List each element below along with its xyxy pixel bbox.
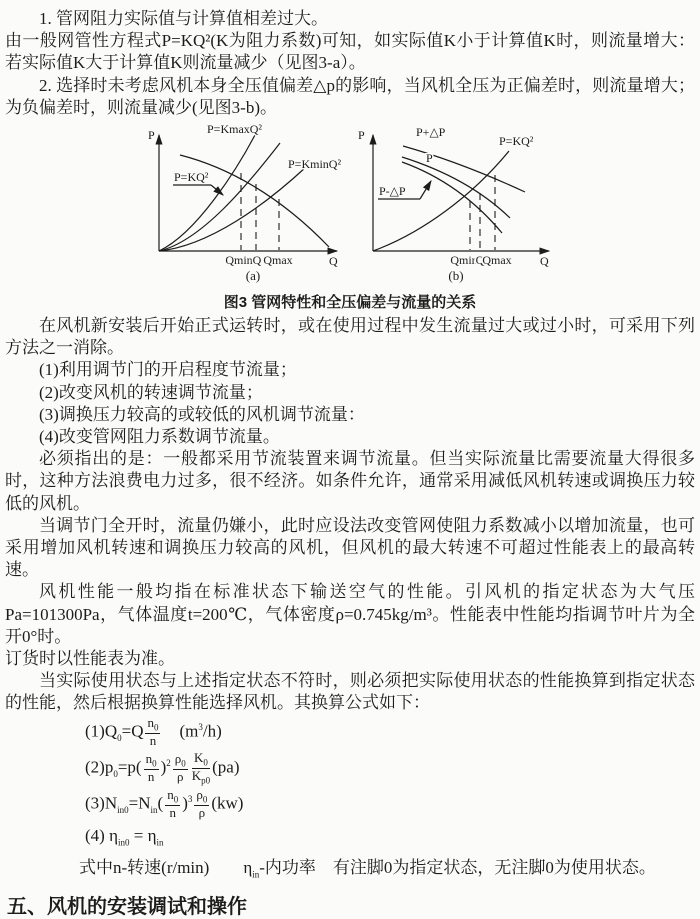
- axis-label-p: P: [148, 128, 155, 143]
- fraction: $\frac{\rho_0}{\rho}$: [174, 751, 186, 785]
- p-minus-curve-label: P-△P: [379, 184, 406, 199]
- p-curve-label: P: [426, 151, 433, 166]
- kmax-curve-label: P=KmaxQ²: [207, 122, 263, 137]
- qmax-tick-label: Qmax: [263, 253, 293, 268]
- formula-note: 式中n-转速(r/min) $\eta_{in}-$内功率 有注脚0为指定状态，无注脚0为使用状态。: [79, 858, 656, 880]
- formula-line-3: $(3)N_{in0}=N_{in}$( $\frac{n_0}{n}$ )$^3$ $\frac{\rho_0}{\rho}$ (kw): [85, 787, 244, 821]
- qmin-tick-label: Qmin: [225, 253, 253, 268]
- axis-label-p: P: [358, 128, 365, 143]
- p-plus-curve-label: P+△P: [416, 125, 446, 140]
- body-paragraphs: [5, 315, 695, 715]
- paragraph: (1)利用调节门的开启程度节流量；: [39, 360, 297, 380]
- curve-diagram-b: [352, 121, 567, 289]
- paragraph: 2. 选择时未考虑风机本身全压值偏差△p的影响，当风机全压为正偏差时，则流量增大；为负偏差时，则流量减少(见图3-b)。: [5, 75, 695, 117]
- fraction: $\frac{\rho_0}{\rho}$: [196, 787, 208, 821]
- p-curve: [402, 157, 510, 218]
- qmax-tick-label: Qmax: [482, 253, 512, 268]
- formula-line-1: $(1)Q_0=Q$ $\frac{n_0}{n}$ $(m^3/h)$: [85, 715, 222, 748]
- kmin-curve-label: P=KminQ²: [288, 157, 342, 172]
- paragraph: 风机性能一般均指在标准状态下输送空气的性能。引风机的指定状态为大气压Pa=101300Pa，气体温度t=200℃，气体密度ρ=0.745kg/m³。性能表中性能均指调节叶片为全开0°时。: [5, 582, 695, 646]
- paragraph: 1. 管网阻力实际值与计算值相差过大。: [39, 9, 328, 28]
- formula-block: [85, 715, 695, 856]
- curve-diagram-a: [147, 121, 352, 289]
- k-curve-label: P=KQ²: [499, 134, 534, 149]
- fraction: $\frac{n_0}{n}$: [167, 787, 179, 821]
- paragraph: 当调节门全开时，流量仍嫌小，此时应设法改变管网使阻力系数减小以增加流量，也可采用增加风机转速和调换压力较高的风机，但风机的最大转速不可超过性能表上的最高转速。: [5, 515, 695, 580]
- subfigure-tag-b: (b): [448, 268, 464, 284]
- section-heading: 五、风机的安装调试和操作: [7, 895, 247, 918]
- paragraph: (3)调换压力较高的或较低的风机调节流量：: [39, 404, 365, 424]
- label-pointer-arrow: [420, 181, 431, 199]
- k-curve-label: P=KQ²: [174, 170, 209, 185]
- formula-line-2: $(2)p_0=p$( $\frac{n_0}{n}$ )$^2$ $\frac{\rho_0}{\rho}$ $\frac{K_0}{K_{p0}}$ (pa): [85, 750, 240, 786]
- qmin-tick-label: Qmin: [450, 253, 478, 268]
- p-minus-curve: [402, 162, 502, 233]
- k-resistance-curve: [373, 151, 509, 251]
- formula-line-4: (4) $\eta_{in0} = \eta_{in}$: [85, 825, 164, 848]
- axis-label-q: Q: [540, 254, 549, 269]
- q-tick-label: Q: [475, 253, 485, 268]
- paragraph: 当实际使用状态与上述指定状态不符时，则必须把实际使用状态的性能换算到指定状态的性能，然后根据换算性能选择风机。其换算公式如下：: [5, 671, 695, 713]
- intro-paragraphs: [5, 8, 695, 119]
- subfigure-tag-a: (a): [245, 268, 261, 284]
- q-tick-label: Q: [252, 253, 262, 268]
- figure-3: [19, 121, 695, 289]
- fraction: $\frac{n_0}{n}$: [145, 751, 157, 785]
- paragraph: 在风机新安装后开始正式运转时，或在使用过程中发生流量过大或过小时，可采用下列方法之一消除。: [5, 316, 695, 358]
- paragraph: 由一般网管性方程式P=KQ²(K为阻力系数)可知，如实际值K小于计算值K时，则流量增大：若实际值K大于计算值K则流量减少（见图3-a）。: [5, 31, 695, 73]
- fraction: $\frac{n_0}{n}$: [147, 715, 159, 748]
- k-resistance-curve: [159, 143, 280, 251]
- paragraph: 必须指出的是：一般都采用节流装置来调节流量。但当实际流量比需要流量大得很多时，这种方法浪费电力过多，很不经济。如条件允许，通常采用减低风机转速或调换压力较低的风机。: [5, 449, 695, 513]
- paragraph: 订货时以性能表为准。: [5, 649, 175, 669]
- fraction: $\frac{K_0}{K_{p0}}$: [191, 750, 211, 786]
- axis-label-q: Q: [329, 254, 338, 269]
- paragraph: (2)改变风机的转速调节流量；: [39, 382, 263, 402]
- figure-caption: 图3 管网特性和全压偏差与流量的关系: [223, 294, 477, 312]
- paragraph: (4)改变管网阻力系数调节流量。: [39, 427, 280, 447]
